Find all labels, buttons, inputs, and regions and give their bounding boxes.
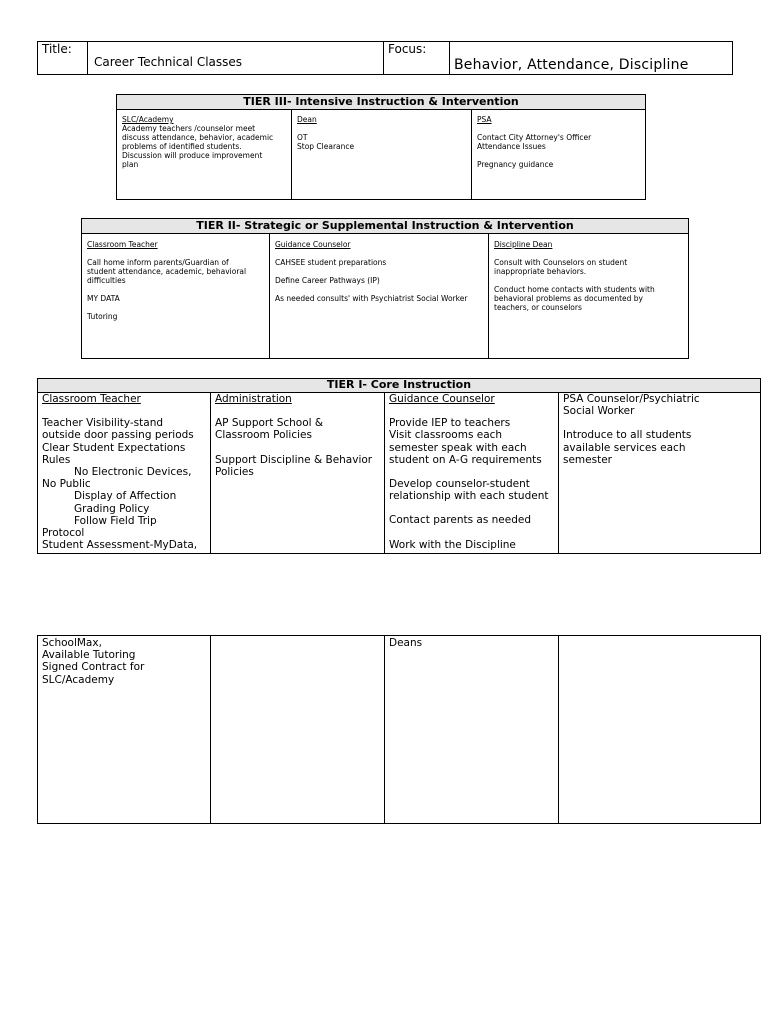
tier1-cont-line: Available Tutoring <box>42 649 136 662</box>
tier1-admin-column <box>211 392 385 553</box>
focus-label: Focus: <box>388 42 427 56</box>
tier3-slc-line: Discussion will produce improvement <box>122 151 263 160</box>
tier1-cont-line: Deans <box>389 637 423 649</box>
tier1-teacher-line: Follow Field Trip <box>74 514 157 527</box>
title-value: Career Technical Classes <box>94 55 243 69</box>
tier2-heading: TIER II- Strategic or Supplemental Instruction & Intervention <box>82 219 688 234</box>
tier1-psa-title: Social Worker <box>563 405 635 418</box>
tier3-psa-line: Pregnancy guidance <box>477 160 554 169</box>
tier3-slc-title: SLC/Academy <box>122 115 174 124</box>
tier1-teacher-line: No Electronic Devices, <box>74 466 192 479</box>
focus-value-cell <box>450 42 732 74</box>
tier2-teacher-column <box>82 233 270 358</box>
tier2-dean-line: Conduct home contacts with students with <box>494 285 655 294</box>
tier1-counselor-line: student on A-G requirements <box>389 453 542 466</box>
tier1-cont-col4 <box>559 636 760 823</box>
tier1-teacher-line: Display of Affection <box>74 490 177 503</box>
tier2-counselor-line: CAHSEE student preparations <box>275 258 387 267</box>
tier1-continuation-table <box>37 635 761 824</box>
tier1-heading: TIER I- Core Instruction <box>38 379 760 393</box>
tier1-cont-col3 <box>385 636 559 823</box>
focus-label-cell <box>384 42 450 74</box>
tier1-admin-line: Support Discipline & Behavior <box>215 453 373 466</box>
tier2-dean-line: inappropriate behaviors. <box>494 267 587 276</box>
tier1-cont-line: SLC/Academy <box>42 673 115 686</box>
tier1-admin-line: Policies <box>215 465 254 478</box>
tier1-teacher-column <box>38 392 211 553</box>
tier3-dean-title: Dean <box>297 115 317 124</box>
tier1-counselor-line: Develop counselor-student <box>389 478 530 491</box>
tier1-counselor-line: Work with the Discipline <box>389 538 516 551</box>
tier2-dean-title: Discipline Dean <box>494 240 553 249</box>
tier2-dean-line: behavioral problems as documented by <box>494 294 643 303</box>
tier2-counselor-column <box>270 233 489 358</box>
tier1-teacher-line: Teacher Visibility-stand <box>42 417 164 430</box>
tier3-slc-column <box>117 109 292 199</box>
tier1-psa-line: semester <box>563 453 612 466</box>
tier1-counselor-line: Provide IEP to teachers <box>389 417 511 430</box>
tier3-psa-line: Attendance Issues <box>477 142 546 151</box>
tier1-cont-line: Signed Contract for <box>42 661 145 674</box>
tier2-teacher-title: Classroom Teacher <box>87 240 158 249</box>
tier1-teacher-line: No Public <box>42 478 91 491</box>
tier1-cont-line: SchoolMax, <box>42 637 102 649</box>
tier3-dean-line: OT <box>297 133 308 142</box>
tier2-dean-line: Consult with Counselors on student <box>494 258 628 267</box>
tier1-cont-col1 <box>38 636 211 823</box>
tier1-teacher-line: Clear Student Expectations <box>42 441 186 454</box>
tier3-heading: TIER III- Intensive Instruction & Intervention <box>117 95 645 110</box>
tier3-dean-column <box>292 109 472 199</box>
tier3-table <box>116 94 646 200</box>
tier1-teacher-line: Protocol <box>42 527 85 540</box>
tier1-teacher-line: Grading Policy <box>74 502 150 515</box>
tier1-counselor-line: semester speak with each <box>389 441 527 454</box>
tier1-table <box>37 378 761 554</box>
focus-value: Behavior, Attendance, Discipline <box>454 57 689 73</box>
tier3-dean-line: Stop Clearance <box>297 142 355 151</box>
tier3-slc-line: plan <box>122 160 139 169</box>
tier3-slc-line: Academy teachers /counselor meet <box>122 124 256 133</box>
tier2-teacher-line: difficulties <box>87 276 126 285</box>
tier1-counselor-column <box>385 392 559 553</box>
tier1-counselor-line: Contact parents as needed <box>389 514 532 527</box>
tier1-admin-title: Administration <box>215 393 292 405</box>
tier3-psa-title: PSA <box>477 115 492 124</box>
tier2-dean-column <box>489 233 688 358</box>
tier2-teacher-line: Call home inform parents/Guardian of <box>87 258 229 267</box>
tier1-admin-line: Classroom Policies <box>215 429 312 442</box>
tier1-psa-line: Introduce to all students <box>563 429 692 442</box>
tier2-counselor-title: Guidance Counselor <box>275 240 351 249</box>
tier2-counselor-line: As needed consults' with Psychiatrist Social Worker <box>275 294 468 303</box>
tier3-psa-column <box>472 109 645 199</box>
tier1-teacher-title: Classroom Teacher <box>42 393 141 405</box>
tier1-counselor-title: Guidance Counselor <box>389 393 495 405</box>
tier2-teacher-line: student attendance, academic, behavioral <box>87 267 247 276</box>
tier3-psa-line: Contact City Attorney's Officer <box>477 133 592 142</box>
tier2-counselor-line: Define Career Pathways (IP) <box>275 276 380 285</box>
tier3-slc-line: discuss attendance, behavior, academic <box>122 133 274 142</box>
title-label: Title: <box>42 42 72 56</box>
tier1-teacher-line: Rules <box>42 453 71 466</box>
title-label-cell <box>38 42 88 74</box>
tier2-table <box>81 218 689 359</box>
tier2-teacher-line: Tutoring <box>87 312 118 321</box>
tier1-teacher-line: outside door passing periods <box>42 429 194 442</box>
tier3-slc-line: problems of identified students. <box>122 142 242 151</box>
tier1-counselor-line: Visit classrooms each <box>389 429 503 442</box>
tier1-teacher-line: Student Assessment-MyData, <box>42 539 198 552</box>
title-value-cell <box>88 42 384 74</box>
tier1-psa-column <box>559 392 760 553</box>
tier1-psa-line: available services each <box>563 441 686 454</box>
tier1-psa-title: PSA Counselor/Psychiatric <box>563 393 700 405</box>
header-table <box>37 41 733 75</box>
tier2-teacher-line: MY DATA <box>87 294 120 303</box>
tier1-cont-col2 <box>211 636 385 823</box>
tier2-dean-line: teachers, or counselors <box>494 303 582 312</box>
tier1-counselor-line: relationship with each student <box>389 490 549 503</box>
tier1-admin-line: AP Support School & <box>215 417 324 430</box>
